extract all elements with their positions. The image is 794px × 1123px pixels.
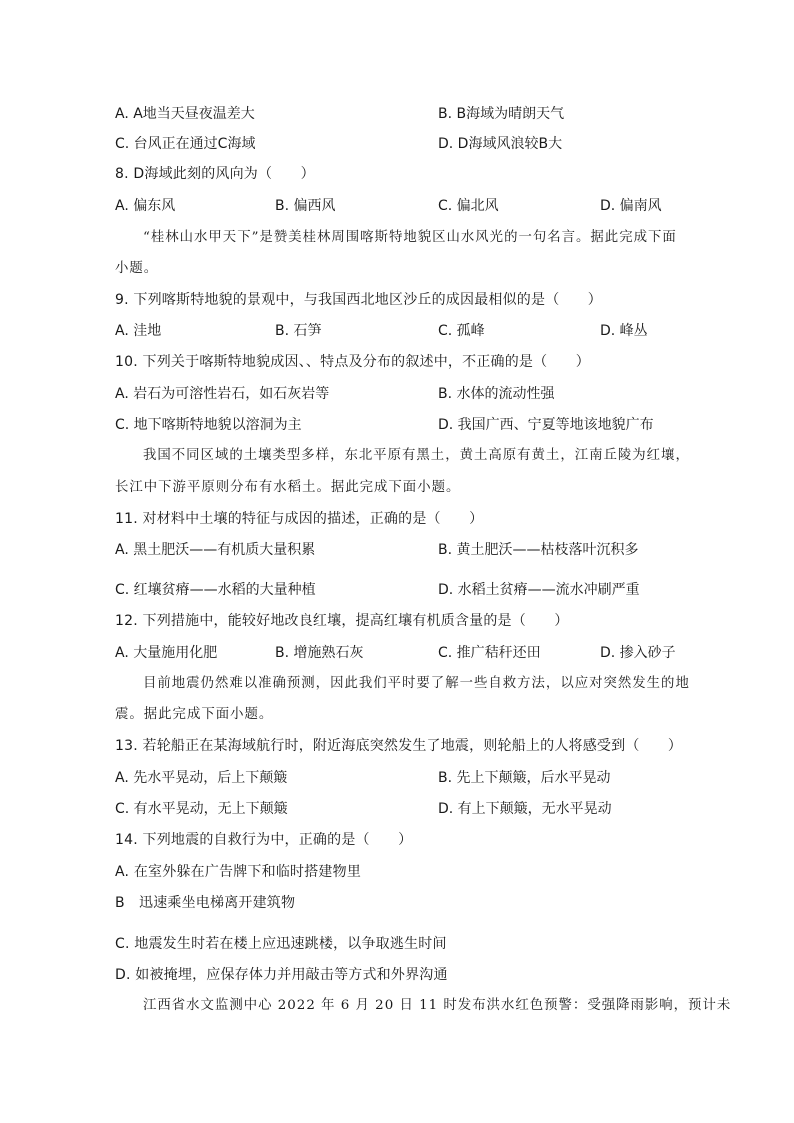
- answer-option: B. B海域为晴朗天气: [438, 106, 565, 122]
- answer-option: B. 增施熟石灰: [275, 645, 364, 661]
- passage-line: 小题。: [115, 261, 159, 276]
- passage-line: 江西省水文监测中心 2022 年 6 月 20 日 11 时发布洪水红色预警：受强降雨影响，预计未: [143, 998, 732, 1013]
- answer-option: C. 推广秸秆还田: [438, 645, 541, 661]
- question-line: D. 如被掩埋，应保存体力并用敲击等方式和外界沟通: [115, 967, 448, 983]
- answer-option: A. 大量施用化肥: [115, 645, 218, 661]
- answer-option: C. 偏北风: [438, 198, 499, 214]
- passage-line: 目前地震仍然难以准确预测，因此我们平时要了解一些自救方法，以应对突然发生的地: [143, 676, 690, 691]
- answer-option: D. 峰丛: [600, 323, 648, 339]
- answer-option: A. A地当天昼夜温差大: [115, 106, 255, 122]
- answer-option: A. 洼地: [115, 323, 162, 339]
- passage-line: 我国不同区域的土壤类型多样，东北平原有黑土，黄土高原有黄土，江南丘陵为红壤，: [143, 448, 690, 463]
- answer-option: B. 偏西风: [275, 198, 336, 214]
- answer-option: D. D海域风浪较B大: [438, 136, 563, 152]
- answer-option: D. 我国广西、宁夏等地该地貌广布: [438, 417, 654, 433]
- answer-option: C. 台风正在通过C海域: [115, 136, 256, 152]
- answer-option: C. 红壤贫瘠——水稻的大量种植: [115, 582, 316, 598]
- answer-option: C. 有水平晃动，无上下颠簸: [115, 801, 288, 817]
- answer-option: A. 黑土肥沃——有机质大量积累: [115, 542, 316, 558]
- question-line: A. 在室外躲在广告牌下和临时搭建物里: [115, 864, 362, 880]
- answer-option: A. 先水平晃动，后上下颠簸: [115, 770, 288, 786]
- passage-line: “桂林山水甲天下”是赞美桂林周围喀斯特地貌区山水风光的一句名言。据此完成下面: [143, 230, 677, 245]
- question-line: 8. D海域此刻的风向为（ ）: [115, 166, 315, 182]
- question-line: 11. 对材料中土壤的特征与成因的描述，正确的是（ ）: [115, 511, 484, 527]
- answer-option: C. 地下喀斯特地貌以溶洞为主: [115, 417, 302, 433]
- answer-option: D. 有上下颠簸，无水平晃动: [438, 801, 612, 817]
- question-line: 12. 下列措施中，能较好地改良红壤，提高红壤有机质含量的是（ ）: [115, 613, 569, 629]
- answer-option: B. 石笋: [275, 323, 322, 339]
- answer-option: A. 偏东风: [115, 198, 176, 214]
- answer-option: B. 水体的流动性强: [438, 386, 555, 402]
- answer-option: A. 岩石为可溶性岩石，如石灰岩等: [115, 386, 330, 402]
- passage-line: 长江中下游平原则分布有水稻土。据此完成下面小题。: [115, 480, 461, 495]
- passage-line: 震。据此完成下面小题。: [115, 707, 274, 722]
- answer-option: D. 水稻土贫瘠——流水冲刷严重: [438, 582, 640, 598]
- answer-option: C. 孤峰: [438, 323, 485, 339]
- question-line: 14. 下列地震的自救行为中，正确的是（ ）: [115, 832, 413, 848]
- answer-option: D. 掺入砂子: [600, 645, 676, 661]
- question-line: B 迅速乘坐电梯离开建筑物: [115, 895, 296, 911]
- question-line: 10. 下列关于喀斯特地貌成因、、特点及分布的叙述中，不正确的是（ ）: [115, 354, 590, 370]
- answer-option: D. 偏南风: [600, 198, 662, 214]
- question-line: 9. 下列喀斯特地貌的景观中，与我国西北地区沙丘的成因最相似的是（ ）: [115, 292, 603, 308]
- question-line: C. 地震发生时若在楼上应迅速跳楼，以争取逃生时间: [115, 936, 447, 952]
- question-line: 13. 若轮船正在某海域航行时，附近海底突然发生了地震，则轮船上的人将感受到（ ）: [115, 738, 683, 754]
- answer-option: B. 黄土肥沃——枯枝落叶沉积多: [438, 542, 639, 558]
- answer-option: B. 先上下颠簸，后水平晃动: [438, 770, 611, 786]
